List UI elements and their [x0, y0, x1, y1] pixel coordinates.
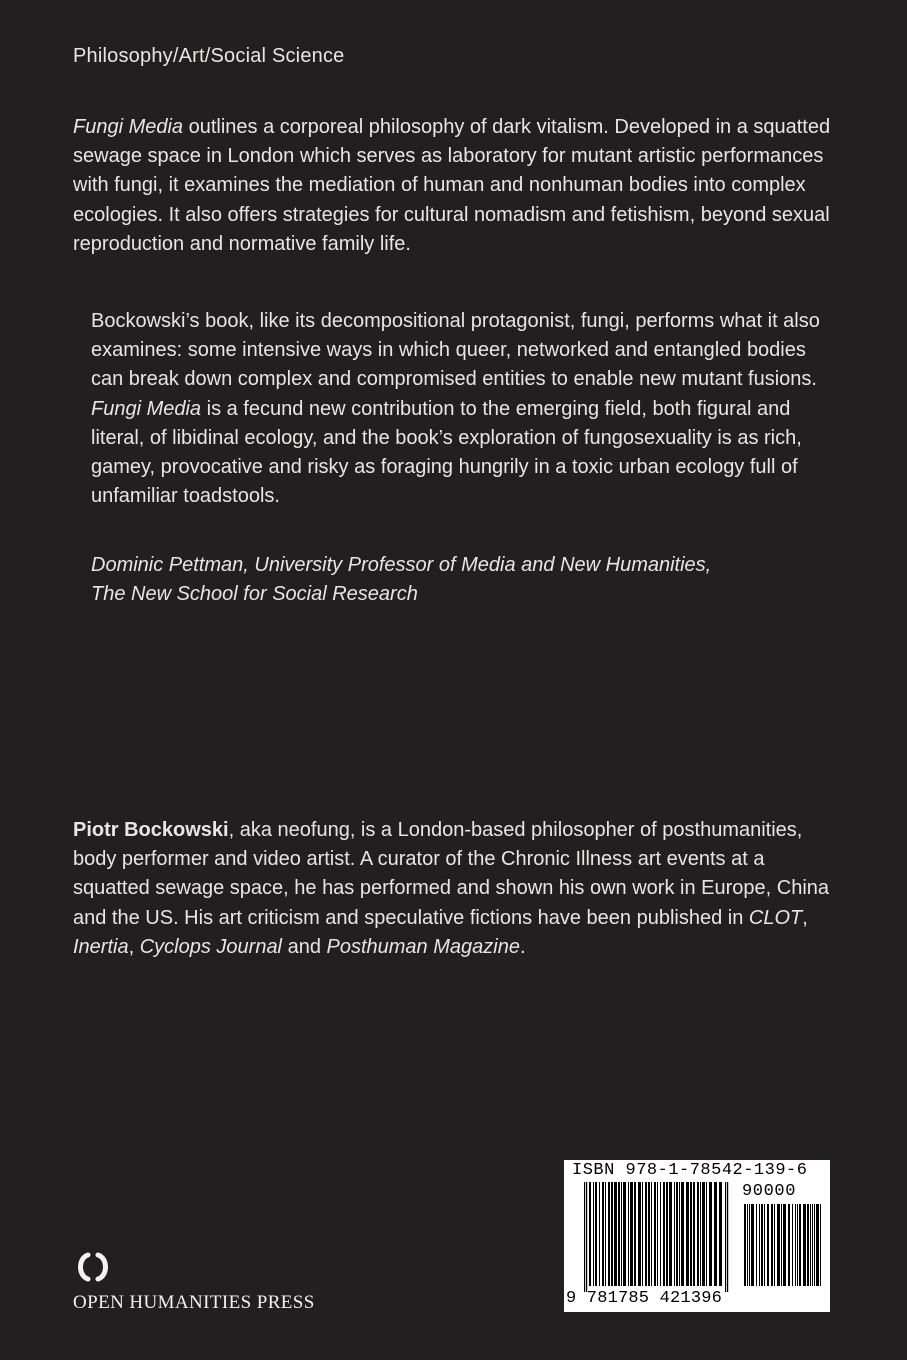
barcode-digits: 9 781785 421396 [566, 1289, 723, 1308]
publication-4: Posthuman Magazine [326, 935, 520, 958]
attribution-line-1: Dominic Pettman, University Professor of Media and New Humanities, [91, 554, 712, 576]
price-code: 90000 [742, 1182, 797, 1201]
quote-text-2: is a fecund new contribution to the emerging field, both figural and literal, of libidinal ecology, and the book’s exploration of fungosexuality is as rich, gamey, provocative and risky as foraging hungrily in a toxic urban ecology full of unfamiliar toadstools. [91, 397, 802, 508]
isbn-label: ISBN 978-1-78542-139-6 [572, 1161, 808, 1180]
quote-attribution [91, 551, 851, 610]
endorsement-quote [91, 307, 836, 511]
open-parentheses-logo-icon [73, 1252, 113, 1282]
publisher-name: OPEN HUMANITIES PRESS [73, 1292, 315, 1313]
book-description [73, 113, 843, 259]
publication-3: Cyclops Journal [139, 935, 283, 958]
isbn-barcode [564, 1160, 830, 1312]
book-title: Fungi Media [73, 116, 184, 138]
publication-2: Inertia [73, 935, 129, 958]
quote-book-title: Fungi Media [91, 397, 202, 420]
quote-text-1: Bockowski’s book, like its decompositional protagonist, fungi, performs what it also examines: some intensive ways in which queer, networked and entangled bodies can break down complex and compromised entities to enable new mutant fusions. [91, 310, 820, 391]
bio-text: , aka neofung, is a London-based philosopher of posthumanities, body performer and video artist. A curator of the Chronic Illness art events at a squatted sewage space, he has performed and shown his own work in Europe, China and the US. His art criticism and speculative fictions have been published in [73, 819, 830, 929]
author-bio: Piotr Bockowski, aka neofung, is a London-based philosopher of posthumanities, body performer and video artist. A curator of the Chronic Illness art events at a squatted sewage space, he has performed and shown his own work in Europe, China and the US. His art criticism and speculative fictions have been published in CLOT, Inertia, Cyclops Journal and Posthuman Magazine. [73, 819, 830, 958]
description-text: outlines a corporeal philosophy of dark vitalism. Developed in a squatted sewage space in London which serves as laboratory for mutant artistic performances with fungi, it examines the mediation of human and nonhuman bodies into complex ecologies. It also offers strategies for cultural nomadism and fetishism, beyond sexual reproduction and normative family life. [73, 116, 831, 255]
attribution-line-2: The New School for Social Research [91, 583, 418, 606]
author-name: Piotr Bockowski [73, 819, 229, 841]
subject-category: Philosophy/Art/Social Science [73, 45, 345, 67]
publication-1: CLOT [748, 906, 803, 929]
